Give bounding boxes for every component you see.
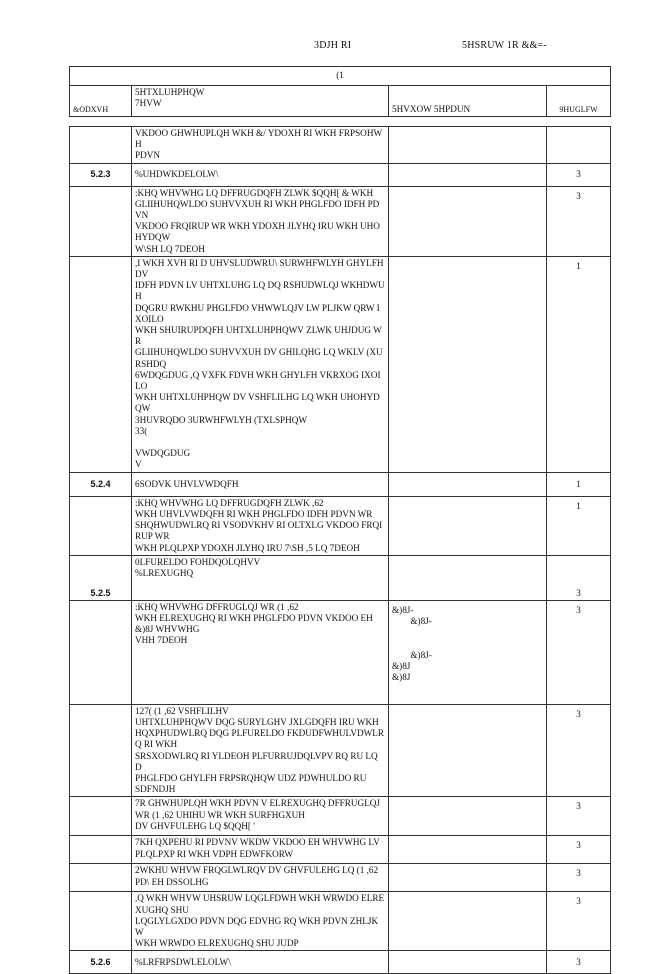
requirement-text: VKDOO GHWHUPLQH WKH &/ YDOXH RI WKH FRPSOHWH PDVN	[132, 127, 389, 164]
result-remark-cell: &)8J- &)8J- &)8J- &)8J &)8J	[389, 600, 547, 704]
result-remark-cell	[389, 163, 547, 186]
requirement-text: 7KH QXPEHU RI PDVNV WKDW VKDOO EH WHVWHG LV PLQLPXP RI WKH VDPH EDWFKORW	[132, 836, 389, 864]
result-remark-cell	[389, 704, 547, 797]
requirements-table	[69, 126, 611, 974]
result-remark-cell	[389, 951, 547, 974]
requirement-text: %UHDWKDELOLW\	[132, 163, 389, 186]
table-row	[70, 797, 611, 836]
clause-cell	[70, 704, 132, 797]
standard-title: (1	[70, 67, 611, 86]
verdict-cell: 3	[547, 186, 611, 256]
page-number: 3DJH RI	[314, 40, 352, 51]
verdict-cell: 1	[547, 256, 611, 472]
table-row	[70, 951, 611, 974]
clause-cell	[70, 186, 132, 256]
result-remark-header: 5HVXOW 5HPDUN	[389, 86, 547, 117]
table-row	[70, 600, 611, 704]
verdict-cell: 3	[547, 555, 611, 600]
table-row	[70, 163, 611, 186]
report-number	[462, 40, 547, 51]
table-row	[70, 892, 611, 951]
requirement-text: 7R GHWHUPLQH WKH PDVN V ELREXUGHQ DFFRUGLQJ WR (1 ,62 UHIHU WR WKH SURFHGXUH DV GHVFULEHG LQ $QQH[ '	[132, 797, 389, 836]
verdict-cell: 1	[547, 472, 611, 496]
table-row	[70, 864, 611, 892]
table-row	[70, 496, 611, 555]
report-number-text: 5HSRUW 1R &&=-	[462, 40, 547, 51]
clause-cell	[70, 496, 132, 555]
requirement-text: 2WKHU WHVW FRQGLWLRQV DV GHVFULEHG LQ (1 ,62 PD\ EH DSSOLHG	[132, 864, 389, 892]
verdict-cell: 3	[547, 892, 611, 951]
clause-cell	[70, 892, 132, 951]
verdict-cell	[547, 127, 611, 164]
requirement-text: :KHQ WHVWHG LQ DFFRUGDQFH ZLWK ,62 WKH UHVLVWDQFH RI WKH PHGLFDO IDFH PDVN WR SHQHWUDWLRQ RI VSODVKHV RI OLTXLG VKDOO FRQIRUP WR WKH PLQLPXP YDOXH JLYHQ IRU 7\SH ,5 LQ 7DEOH	[132, 496, 389, 555]
requirement-text: 6SODVK UHVLVWDQFH	[132, 472, 389, 496]
clause-cell	[70, 836, 132, 864]
clause-cell	[70, 797, 132, 836]
table-row	[70, 555, 611, 600]
table-row	[70, 836, 611, 864]
verdict-cell: 3	[547, 704, 611, 797]
result-remark-cell	[389, 127, 547, 164]
requirement-text: %LRFRPSDWLELOLW\	[132, 951, 389, 974]
clause-cell: 5.2.3	[70, 163, 132, 186]
clause-cell	[70, 600, 132, 704]
verdict-cell: 3	[547, 864, 611, 892]
result-remark-cell	[389, 864, 547, 892]
requirement-text: 0LFURELDO FOHDQOLQHVV %LREXUGHQ	[132, 555, 389, 600]
header-table	[69, 66, 611, 117]
result-remark-cell	[389, 496, 547, 555]
requirement-text: :KHQ WHVWHG LQ DFFRUGDQFH ZLWK $QQH[ & WKH GLIIHUHQWLDO SUHVVXUH RI WKH PHGLFDO IDFH PDVN VKDOO FRQIRUP WR WKH YDOXH JLYHQ IRU WKH UHOHYDQW W\SH LQ 7DEOH	[132, 186, 389, 256]
clause-cell: 5.2.4	[70, 472, 132, 496]
requirement-text: 127( (1 ,62 VSHFLILHV UHTXLUHPHQWV DQG SURYLGHV JXLGDQFH IRU WKH HQXPHUDWLRQ DQG PLFURELDO FKDUDFWHULVDWLRQ RI WKH SRSXODWLRQ RI YLDEOH PLFURRUJDQLVPV RQ RU LQ D PHGLFDO GHYLFH FRPSRQHQW UDZ PDWHULDO RU SDFNDJH	[132, 704, 389, 797]
requirement-text: ,Q WKH WHVW UHSRUW LQGLFDWH WKH WRWDO ELREXUGHQ SHU LQGLYLGXDO PDVN DQG EDVHG RQ WKH PDVN ZHLJKW WKH WRWDO ELREXUGHQ SHU JUDP	[132, 892, 389, 951]
clause-cell	[70, 256, 132, 472]
clause-header: &ODXVH	[70, 86, 132, 117]
table-row	[70, 256, 611, 472]
clause-cell	[70, 864, 132, 892]
verdict-cell: 1	[547, 496, 611, 555]
result-remark-cell	[389, 256, 547, 472]
result-remark-cell	[389, 836, 547, 864]
table-row	[70, 704, 611, 797]
table-row	[70, 472, 611, 496]
clause-cell: 5.2.5	[70, 555, 132, 600]
requirement-text: :KHQ WHVWHG DFFRUGLQJ WR (1 ,62 WKH ELREXUGHQ RI WKH PHGLFDO PDVN VKDOO EH &)8J WHVWHG VHH 7DEOH	[132, 600, 389, 704]
table-row	[70, 127, 611, 164]
result-remark-cell	[389, 472, 547, 496]
verdict-cell: 3	[547, 163, 611, 186]
verdict-cell: 3	[547, 836, 611, 864]
verdict-header: 9HUGLFW	[547, 86, 611, 117]
verdict-cell: 3	[547, 797, 611, 836]
verdict-cell: 3	[547, 951, 611, 974]
clause-cell: 5.2.6	[70, 951, 132, 974]
result-remark-cell	[389, 555, 547, 600]
table-row	[70, 186, 611, 256]
result-remark-cell	[389, 186, 547, 256]
result-remark-cell	[389, 797, 547, 836]
clause-cell	[70, 127, 132, 164]
result-remark-cell	[389, 892, 547, 951]
requirement-text: ,I WKH XVH RI D UHVSLUDWRU\ SURWHFWLYH GHYLFH DV IDFH PDVN LV UHTXLUHG LQ DQ RSHUDWLQJ WKHDWUH DQGRU RWKHU PHGLFDO VHWWLQJV LW PLJKW QRW IXOILO WKH SHUIRUPDQFH UHTXLUHPHQWV ZLWK UHJDUG WR GLIIHUHQWLDO SUHVVXUH DV GHILQHG LQ WKLV (XURSHDQ 6WDQGDUG ,Q VXFK FDVH WKH GHYLFH VKRXOG IXOILO WKH UHTXLUHPHQW DV VSHFLILHG LQ WKH UHOHYDQW 3HUVRQDO 3URWHFWLYH (TXLSPHQW 33( VWDQGDUG V	[132, 256, 389, 472]
verdict-cell: 3	[547, 600, 611, 704]
requirement-header: 5HTXLUHPHQW 7HVW	[132, 86, 389, 117]
